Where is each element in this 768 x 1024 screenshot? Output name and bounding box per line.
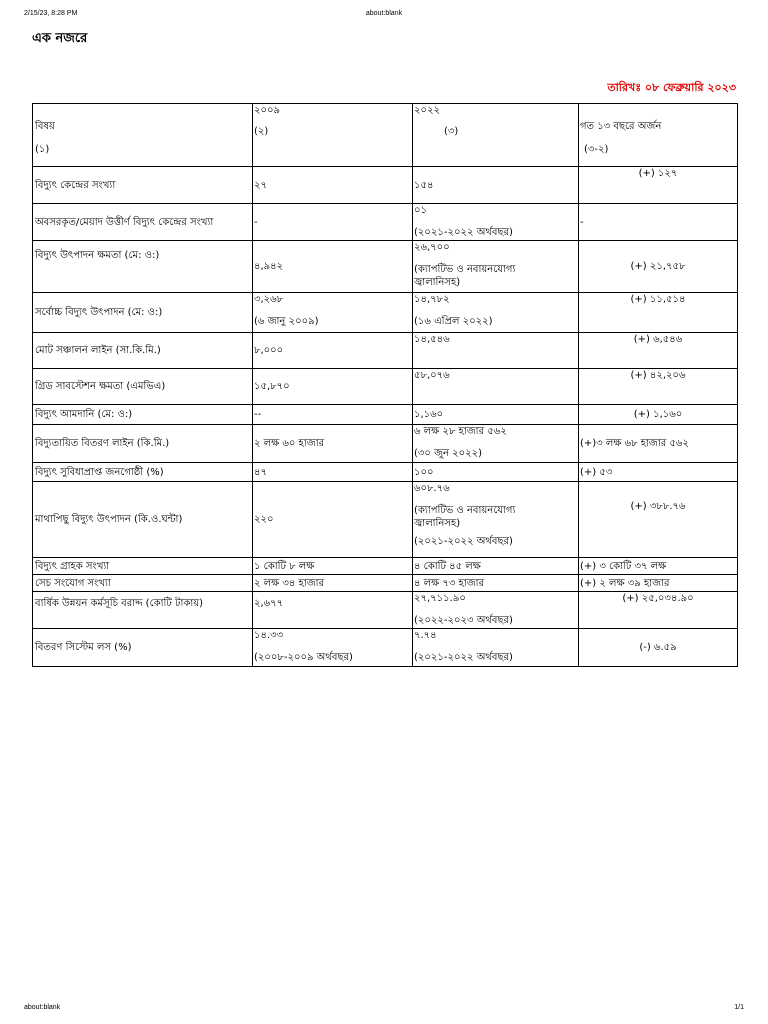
value-gain: (+) ৩ কোটি ৩৭ লক্ষ: [579, 558, 738, 575]
value-2009: ১ কোটি ৮ লক্ষ: [253, 558, 413, 575]
value-2022-cell: [413, 629, 579, 667]
value-2009: ২ লক্ষ ৬০ হাজার: [253, 425, 413, 463]
header-gain-label: গত ১৩ বছরে অর্জন: [580, 121, 662, 132]
value-2022-cell: [413, 293, 579, 333]
value-2009: ৩,২৬৮: [254, 294, 284, 305]
header-2009-label: ২০০৯: [254, 105, 280, 116]
value-2022: ২৭,৭১১.৯০: [414, 593, 466, 604]
value-2022-note: (২০২১-২০২২ অর্থবছর): [414, 227, 513, 238]
value-gain: (+) ২৫,০৩৪.৯০: [579, 592, 738, 629]
value-2022: ১৫৪: [413, 167, 579, 204]
table-row: [33, 167, 738, 204]
value-2009: --: [253, 405, 413, 425]
value-2009: ২,৬৭৭: [253, 592, 413, 629]
page-title: এক নজরে: [32, 31, 88, 46]
value-2009-cell: [253, 293, 413, 333]
value-gain: (+) ১১,৫১৪: [579, 293, 738, 333]
value-2009: ৪৭: [253, 463, 413, 482]
header-subject-index: (১): [35, 144, 50, 155]
value-2009-cell: [253, 629, 413, 667]
value-2022-note2: (২০২১-২০২২ অর্থবছর): [414, 536, 513, 547]
row-label: বিদ্যুৎ আমদানি (মে: ও:): [33, 405, 253, 425]
table-row: [33, 241, 738, 293]
value-2022: ৭.৭৪: [414, 630, 437, 641]
table-header-row: [33, 104, 738, 167]
row-label: বিতরণ সিস্টেম লস (%): [33, 629, 253, 667]
value-2022: ২৬,৭০০: [414, 242, 450, 253]
table-row: [33, 482, 738, 558]
print-page-url: about:blank: [365, 10, 403, 17]
header-gain-index: (৩-২): [584, 144, 609, 155]
value-2022: ০১: [414, 205, 427, 216]
value-gain: (+) ২১,৭৫৮: [579, 241, 738, 293]
value-2022: ৬ লক্ষ ২৮ হাজার ৫৬২: [414, 426, 507, 437]
table-row: [33, 293, 738, 333]
value-2022-note: (১৬ এপ্রিল ২০২২): [414, 316, 493, 327]
value-2022-note: (ক্যাপটিভ ও নবায়নযোগ্য জ্বালানিসহ): [414, 505, 516, 529]
value-gain: (+) ২ লক্ষ ৩৯ হাজার: [579, 575, 738, 592]
row-label: বিদ্যুৎ সুবিধাপ্রাপ্ত জনগোষ্ঠী (%): [33, 463, 253, 482]
value-gain: (+) ৪২,২০৬: [579, 369, 738, 405]
table-row: [33, 463, 738, 482]
value-gain: (+) ৬,৫৪৬: [579, 333, 738, 369]
table-row: [33, 592, 738, 629]
row-label: বিদ্যুৎ কেন্দ্রের সংখ্যা: [33, 167, 253, 204]
table-row: [33, 425, 738, 463]
value-2022: ৪ কোটি ৪৫ লক্ষ: [413, 558, 579, 575]
value-gain: (+) ১২৭: [579, 167, 738, 204]
value-2009: ৪,৯৪২: [253, 241, 413, 293]
header-2009-index: (২): [254, 126, 269, 137]
header-cell-gain: [579, 104, 738, 167]
value-2022-cell: [413, 241, 579, 293]
row-label: মোট সঞ্চালন লাইন (সা.কি.মি.): [33, 333, 253, 369]
table-row: [33, 405, 738, 425]
row-label: বার্ষিক উন্নয়ন কর্মসূচি বরাদ্দ (কোটি টাকায়): [33, 592, 253, 629]
print-footer-url: about:blank: [24, 1004, 61, 1011]
header-cell-2009: [253, 104, 413, 167]
table-row: [33, 558, 738, 575]
value-2022: ১,১৬০: [413, 405, 579, 425]
row-label: বিদ্যুতায়িত বিতরণ লাইন (কি.মি.): [33, 425, 253, 463]
value-gain: -: [579, 204, 738, 241]
header-2022-index: (৩): [444, 126, 459, 137]
row-label: অবসরকৃত/মেয়াদ উত্তীর্ণ বিদ্যুৎ কেন্দ্রের সংখ্যা: [33, 204, 253, 241]
print-page-number: 1/1: [734, 1004, 744, 1011]
header-cell-subject: [33, 104, 253, 167]
row-label: সেচ সংযোগ সংখ্যা: [33, 575, 253, 592]
row-label: গ্রিড সাবস্টেশন ক্ষমতা (এমভিএ): [33, 369, 253, 405]
value-2009-note: (৬ জানু ২০০৯): [254, 316, 319, 327]
statistics-table: [32, 103, 738, 667]
table-row: [33, 575, 738, 592]
value-2009: ১৫,৮৭০: [253, 369, 413, 405]
value-2022-cell: [413, 592, 579, 629]
table-row: [33, 629, 738, 667]
value-2022-note: (ক্যাপটিভ ও নবায়নযোগ্য জ্বালানিসহ): [414, 264, 516, 288]
row-label: সর্বোচ্চ বিদ্যুৎ উৎপাদন (মে: ও:): [33, 293, 253, 333]
value-2009: ৮,০০০: [253, 333, 413, 369]
value-2009-note: (২০০৮-২০০৯ অর্থবছর): [254, 652, 353, 663]
print-timestamp: 2/15/23, 8:28 PM: [24, 10, 78, 17]
report-date: তারিখঃ ০৮ ফেব্রুয়ারি ২০২৩: [607, 81, 736, 94]
value-2009: ২৭: [253, 167, 413, 204]
value-2022-cell: [413, 482, 579, 558]
value-2009: ১৪.৩৩: [254, 630, 284, 641]
value-2022: ১৪,৭৮২: [414, 294, 450, 305]
value-2022: ১০০: [413, 463, 579, 482]
value-gain: (+) ১,১৬০: [579, 405, 738, 425]
row-label: বিদ্যুৎ গ্রাহক সংখ্যা: [33, 558, 253, 575]
header-cell-2022: [413, 104, 579, 167]
value-2022: ১৪,৫৪৬: [413, 333, 579, 369]
value-2022-note: (২০২১-২০২২ অর্থবছর): [414, 652, 513, 663]
value-gain: (+) ৫৩: [579, 463, 738, 482]
row-label: বিদ্যুৎ উৎপাদন ক্ষমতা (মে: ও:): [33, 241, 253, 293]
value-gain: (+)৩ লক্ষ ৬৮ হাজার ৫৬২: [579, 425, 738, 463]
value-gain: (+) ৩৮৮.৭৬: [579, 482, 738, 558]
value-2009: ২ লক্ষ ৩৪ হাজার: [253, 575, 413, 592]
value-2009: ২২০: [253, 482, 413, 558]
value-2022: ৫৮,০৭৬: [413, 369, 579, 405]
value-2022-cell: [413, 204, 579, 241]
header-subject-label: বিষয়: [35, 121, 55, 132]
value-2022: ৪ লক্ষ ৭৩ হাজার: [413, 575, 579, 592]
table-row: [33, 204, 738, 241]
header-2022-label: ২০২২: [414, 105, 441, 116]
table-row: [33, 333, 738, 369]
value-2009: -: [253, 204, 413, 241]
value-gain: (-) ৬.৫৯: [579, 629, 738, 667]
value-2022-note: (২০২২-২০২৩ অর্থবছর): [414, 615, 513, 626]
row-label: মাথাপিছু বিদ্যুৎ উৎপাদন (কি.ও.ঘন্টা): [33, 482, 253, 558]
value-2022: ৬০৮.৭৬: [414, 483, 450, 494]
value-2022-note: (৩০ জুন ২০২২): [414, 448, 483, 459]
table-row: [33, 369, 738, 405]
value-2022-cell: [413, 425, 579, 463]
